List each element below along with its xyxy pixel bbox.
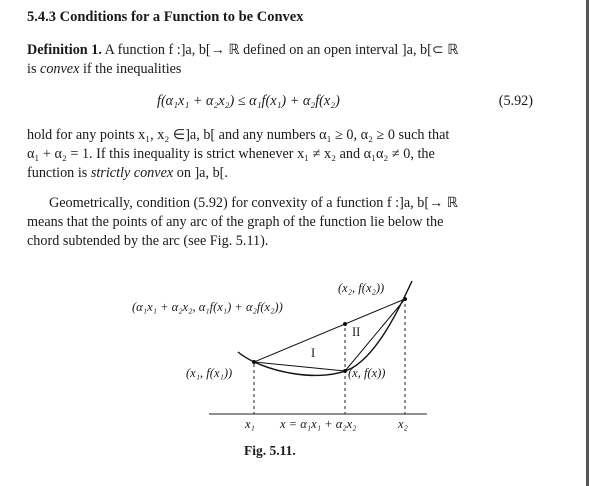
region-label-1: I <box>311 346 316 360</box>
hold-line-2: α₁ + α₂ = 1. If this inequality is strict whenever x₁ ≠ x₂ and α₁α₂ ≠ 0, the <box>27 146 435 162</box>
hold-line-3-suffix: on ]a, b[. <box>176 165 228 181</box>
point-x1 <box>252 360 256 364</box>
label-x-point: (x, f(x)) <box>348 366 386 380</box>
definition-term-convex: convex <box>40 61 80 77</box>
point-chord <box>343 322 347 326</box>
section-heading: 5.4.3 Conditions for a Function to be Convex <box>27 9 304 25</box>
figure-caption: Fig. 5.11. <box>244 443 296 458</box>
label-x2-point: (x₂, f(x₂)) <box>338 281 385 295</box>
equation-number: (5.92) <box>498 93 533 109</box>
definition-line-2-prefix: is <box>27 61 37 77</box>
convex-function-curve <box>238 281 412 375</box>
geometric-line-1: Geometrically, condition (5.92) for convexity of a function f :]a, b[→ ℝ <box>49 195 459 211</box>
label-chord-point: (α₁x₁ + α₂x₂, α₁f(x₁) + α₂f(x₂)) <box>132 300 283 314</box>
hold-line-3-prefix: function is <box>27 165 88 181</box>
geometric-line-3: chord subtended by the arc (see Fig. 5.11). <box>27 233 269 249</box>
tick-x1: x₁ <box>245 417 255 431</box>
definition-line-1: A function f :]a, b[→ ℝ defined on an open interval ]a, b[⊂ ℝ <box>104 42 459 58</box>
definition-label: Definition 1. <box>27 42 102 58</box>
geometric-line-2: means that the points of any arc of the graph of the function lie below the <box>27 214 444 230</box>
point-x2 <box>403 297 407 301</box>
label-x1-point: (x₁, f(x₁)) <box>186 366 233 380</box>
chord-x1-to-x <box>254 362 345 371</box>
tick-x: x = α₁x₁ + α₂x₂ <box>280 417 357 431</box>
definition-line-2-suffix: if the inequalities <box>82 61 182 77</box>
equation-text: f(α₁x₁ + α₂x₂) ≤ α₁f(x₁) + α₂f(x₂) <box>157 93 340 109</box>
hold-line-1: hold for any points x₁, x₂ ∈]a, b[ and any numbers α₁ ≥ 0, α₂ ≥ 0 such that <box>27 127 450 143</box>
term-strictly-convex: strictly convex <box>90 165 174 181</box>
tick-x2: x₂ <box>398 417 408 431</box>
region-label-2: II <box>352 325 361 339</box>
point-x <box>343 369 347 373</box>
